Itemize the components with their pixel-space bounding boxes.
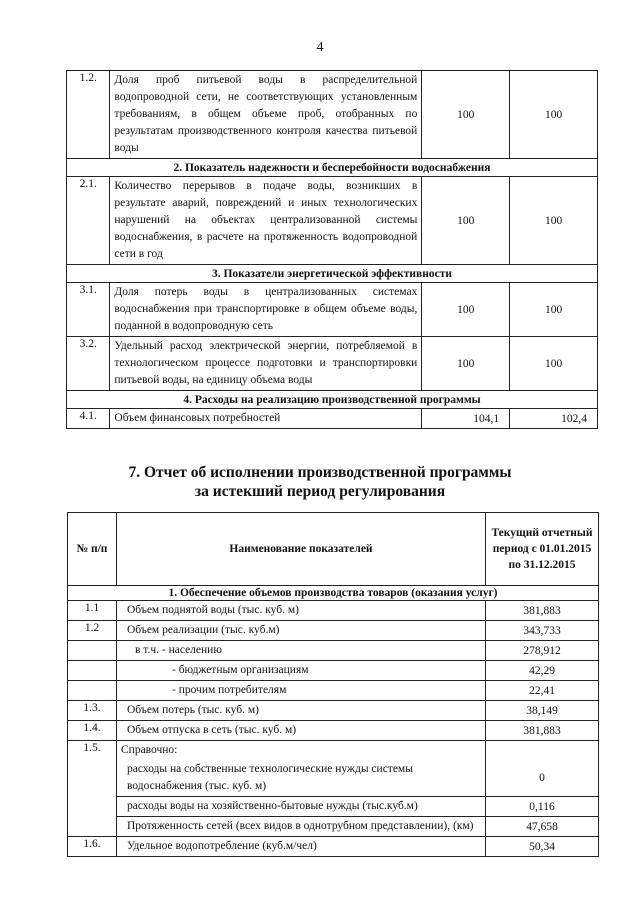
- value-planned: 104,1: [422, 409, 510, 429]
- row-description: Объем отпуска в сеть (тыс. куб. м): [117, 721, 486, 741]
- row-value: [486, 741, 599, 761]
- report-title: [0, 463, 640, 501]
- value-planned: 100: [422, 71, 510, 159]
- row-description: - бюджетным организациям: [117, 661, 486, 681]
- section-row: [67, 265, 598, 283]
- table-row: [68, 621, 599, 641]
- row-number: 1.3.: [68, 701, 117, 721]
- row-description: Количество перерывов в подаче воды, возникших в результате аварий, повреждений и иных технологических нарушений на объектах централизованной системы водоснабжения, в расчете на протяженность водопроводной сети в год: [110, 177, 422, 265]
- row-description: расходы на собственные технологические нужды системы водоснабжения (тыс. куб. м): [117, 760, 486, 797]
- report-title-line1: 7. Отчет об исполнении производственной программы: [128, 464, 512, 481]
- row-description: Объем финансовых потребностей: [110, 409, 422, 429]
- row-value: 0,116: [486, 797, 599, 817]
- section-title: 3. Показатели энергетической эффективности: [67, 265, 598, 283]
- report-table: [67, 512, 599, 857]
- row-number: 3.2.: [67, 337, 110, 391]
- table-row: [68, 681, 599, 701]
- table-row: [68, 837, 599, 857]
- section-row: [67, 159, 598, 177]
- row-value: 381,883: [486, 721, 599, 741]
- row-number: [68, 661, 117, 681]
- value-actual: 100: [510, 283, 598, 337]
- row-number: 1.4.: [68, 721, 117, 741]
- row-number: 2.1.: [67, 177, 110, 265]
- section-title: 2. Показатель надежности и бесперебойности водоснабжения: [67, 159, 598, 177]
- table-row: [68, 701, 599, 721]
- row-description: Доля потерь воды в централизованных системах водоснабжения при транспортировке в общем объеме воды, поданной в водопроводную сеть: [110, 283, 422, 337]
- table-row: [67, 71, 598, 159]
- row-value: 343,733: [486, 621, 599, 641]
- row-description: Удельный расход электрической энергии, потребляемой в технологическом процессе подготовки и транспортировки питьевой воды, на единицу объема воды: [110, 337, 422, 391]
- value-planned: 100: [422, 337, 510, 391]
- table-row: [68, 721, 599, 741]
- row-number: 1.6.: [68, 837, 117, 857]
- table-row: [68, 817, 599, 837]
- table-row: [67, 337, 598, 391]
- row-number: 4.1.: [67, 409, 110, 429]
- row-number: [68, 681, 117, 701]
- value-planned: 100: [422, 177, 510, 265]
- table-row: [68, 641, 599, 661]
- row-description: Объем потерь (тыс. куб. м): [117, 701, 486, 721]
- table-row: [68, 760, 599, 797]
- row-number: 1.2.: [67, 71, 110, 159]
- row-value: 22,41: [486, 681, 599, 701]
- row-description: Доля проб питьевой воды в распределительной водопроводной сети, не соответствующих установленным требованиям, в общем объеме проб, отобранных по результатам производственного контроля качества питьевой воды: [110, 71, 422, 159]
- table-row: [68, 741, 599, 761]
- row-value: 38,149: [486, 701, 599, 721]
- table-row: [68, 601, 599, 621]
- report-table-header: [68, 513, 599, 586]
- row-description: Объем поднятой воды (тыс. куб. м): [117, 601, 486, 621]
- table-row: [67, 283, 598, 337]
- row-number: 3.1.: [67, 283, 110, 337]
- section-row: [67, 391, 598, 409]
- row-description: в т.ч. - населению: [117, 641, 486, 661]
- row-value: 0: [486, 760, 599, 797]
- table-row: [68, 661, 599, 681]
- value-actual: 100: [510, 337, 598, 391]
- row-number: 1.5.: [68, 741, 117, 837]
- row-number: [68, 641, 117, 661]
- value-actual: 102,4: [510, 409, 598, 429]
- row-description: расходы воды на хозяйственно-бытовые нужды (тыс.куб.м): [117, 797, 486, 817]
- section-row: [68, 586, 599, 601]
- value-actual: 100: [510, 177, 598, 265]
- header-name: Наименование показателей: [117, 513, 486, 586]
- row-number: 1.1: [68, 601, 117, 621]
- row-description: Протяженность сетей (всех видов в однотрубном представлении), (км): [117, 817, 486, 837]
- row-value: 381,883: [486, 601, 599, 621]
- row-value: 50,34: [486, 837, 599, 857]
- row-value: 42,29: [486, 661, 599, 681]
- reference-label: Справочно:: [117, 741, 486, 761]
- section-title: 1. Обеспечение объемов производства товаров (оказания услуг): [68, 586, 599, 601]
- page-number: 4: [316, 40, 324, 55]
- row-value: 47,658: [486, 817, 599, 837]
- table-row: [68, 797, 599, 817]
- report-title-line2: за истекший период регулирования: [194, 483, 446, 500]
- row-description: Объем реализации (тыс. куб.м): [117, 621, 486, 641]
- header-num: № п/п: [68, 513, 117, 586]
- row-description: Удельное водопотребление (куб.м/чел): [117, 837, 486, 857]
- row-number: 1.2: [68, 621, 117, 641]
- table-row: [67, 177, 598, 265]
- table-row: [67, 409, 598, 429]
- indicators-table: [66, 70, 598, 429]
- value-planned: 100: [422, 283, 510, 337]
- value-actual: 100: [510, 71, 598, 159]
- row-value: 278,912: [486, 641, 599, 661]
- row-description: - прочим потребителям: [117, 681, 486, 701]
- header-period: Текущий отчетный период с 01.01.2015 по 31.12.2015: [486, 513, 599, 586]
- section-title: 4. Расходы на реализацию производственной программы: [67, 391, 598, 409]
